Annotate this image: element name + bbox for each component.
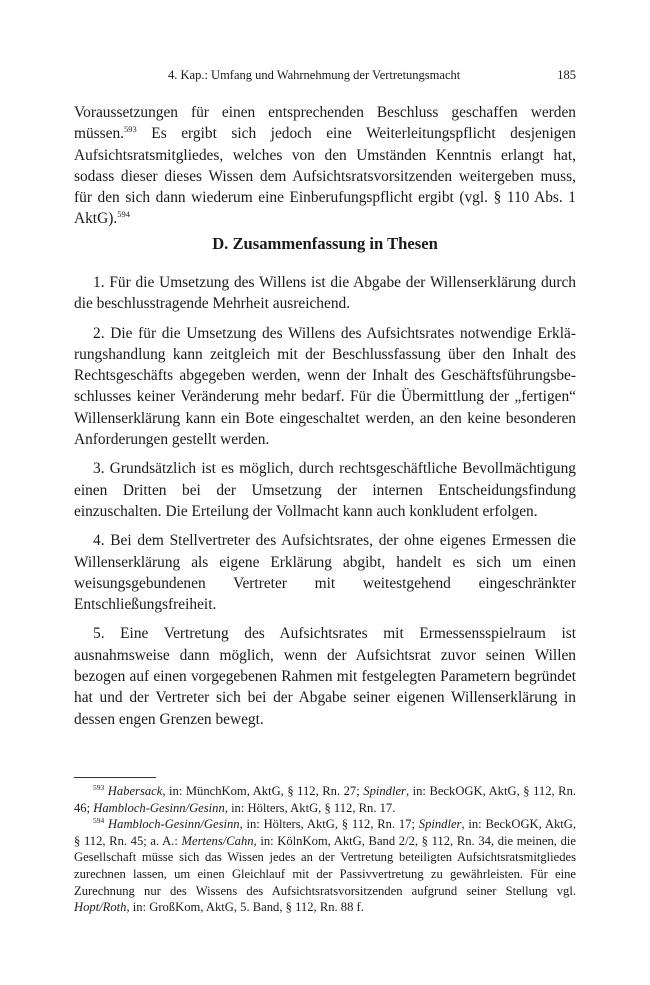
paragraph-text-part: Es ergibt sich jedoch eine Weiterleitungspflicht desjenigen Aufsichtsratsmitgliedes, welches von den Umständen Kenntnis erlangt hat, sodass dieser dieses Wissen dem Aufsichtsratsvorsitzenden weitergeben muss, für den sich dann wiederum eine Einberufungspflicht ergibt (vgl. § 110 Abs. 1 AktG). xyxy=(74,125,576,228)
footnote-text-part: Spindler xyxy=(418,817,462,832)
footnote-ref-593[interactable]: 593 xyxy=(124,124,137,135)
continued-paragraph-text xyxy=(74,102,576,230)
footnote-593 xyxy=(74,783,576,816)
thesis-paragraph: 4. Bei dem Stellvertreter des Aufsichtsrates, der ohne eigenes Ermessen die Willenserklärung als eigene Erklärung abgibt, handelt es sich um einen weisungsgebundenen Vertreter mit weitestgehend eingeschränkter Entschließungsfreiheit. xyxy=(74,532,576,614)
footnote-text-part: Mertens/Cahn xyxy=(181,833,254,848)
footnote-text-part: , in: BeckOGK, AktG, § 112, Rn. 46; xyxy=(74,784,577,815)
page-number: 185 xyxy=(557,68,576,82)
footnote-text-part: Hambloch-Gesinn/Gesinn xyxy=(93,800,225,815)
thesis-paragraph: 3. Grundsätzlich ist es möglich, durch rechtsgeschäftliche Bevollmächtigung einen Dritten bei der Umsetzung der internen Entscheidungsfindung einzuschalten. Die Erteilung der Vollmacht kann auch konkludent erfolgen. xyxy=(74,460,576,520)
footnote-number: 593 xyxy=(93,783,105,792)
running-head-title: 4. Kap.: Umfang und Wahrnehmung der Vertretungsmacht xyxy=(168,68,461,82)
footnote-ref-594[interactable]: 594 xyxy=(117,209,130,220)
footnote-text-part: , in: MünchKom, AktG, § 112, Rn. 27; xyxy=(162,784,364,798)
footnote-text-part: Hambloch-Gesinn/Gesinn xyxy=(108,817,240,832)
footnote-number: 594 xyxy=(93,816,105,826)
paragraph-text-part: Voraussetzungen für einen entsprechenden Beschluss geschaffen werden müssen. xyxy=(74,104,576,143)
footnote-text-part: , in: Hölters, AktG, § 112, Rn. 17; xyxy=(239,817,419,832)
continued-paragraph xyxy=(74,102,576,230)
footnote-text-part: , in: Hölters, AktG, § 112, Rn. 17. xyxy=(224,800,396,815)
footnote-text-part: Spindler xyxy=(363,784,406,798)
thesis-paragraph: 5. Eine Vertretung des Aufsichtsrates mit Ermessensspielraum ist ausnahmsweise dann möglich, wenn der Aufsichtsrat zuvor seinen Willen bezogen auf einen vorgegebenen Rahmen mit festgelegten Parametern begründet hat und der Vertreter sich bei der Abgabe seiner eigenen Willenserklärung in dessen engen Grenzen bewegt. xyxy=(74,625,576,728)
footnote-text xyxy=(74,784,576,815)
theses-list xyxy=(74,272,576,730)
footnote-text-part: , in: GroßKom, AktG, 5. Band, § 112, Rn. 88 f. xyxy=(126,900,364,915)
footnote-text-part: , in: KölnKom, AktG, Band 2/2, § 112, Rn. 34, die meinen, die Gesellschaft müsse sich das Wissen jedes an der Vertretung beteiligten Aufsichtsratsmitgliedes zurechnen lassen, um einen Gleichlauf mit der Passivvertretung zu gewährleisten. Für eine Zurechnung nur des Wissens des Aufsichtsratsvorsitzenden aufgrund seiner Stellung vgl. xyxy=(74,833,576,898)
footnotes xyxy=(74,783,576,916)
footnote-text-part: , in: BeckOGK, AktG, § 112, Rn. 45; a. A.: xyxy=(74,817,576,848)
footnote-text-part: Hopt/Roth xyxy=(74,900,127,915)
footnote-separator xyxy=(74,777,156,778)
footnote-text xyxy=(74,817,576,914)
thesis-paragraph: 1. Für die Umsetzung des Willens ist die Abgabe der Willenserklärung durch die beschlusstragende Mehrheit ausreichend. xyxy=(74,274,576,313)
thesis-paragraph: 2. Die für die Umsetzung des Willens des Aufsichtsrates notwendige Erklärungshandlung kann zeitgleich mit der Beschlussfassung über den Inhalt des Rechtsgeschäfts abgegeben werden, wenn der Inhalt des Geschäftsführungsbeschlusses keiner Veränderung mehr bedarf. Für die Übermittlung der „fertigen“ Willenserklärung kann ein Bote eingeschaltet werden, an den keine besonderen Anforderungen gestellt werden. xyxy=(74,324,576,449)
footnote-594 xyxy=(74,816,576,916)
footnote-text-part: Habersack xyxy=(107,784,163,798)
section-heading: D. Zusammenfassung in Thesen xyxy=(212,234,438,253)
